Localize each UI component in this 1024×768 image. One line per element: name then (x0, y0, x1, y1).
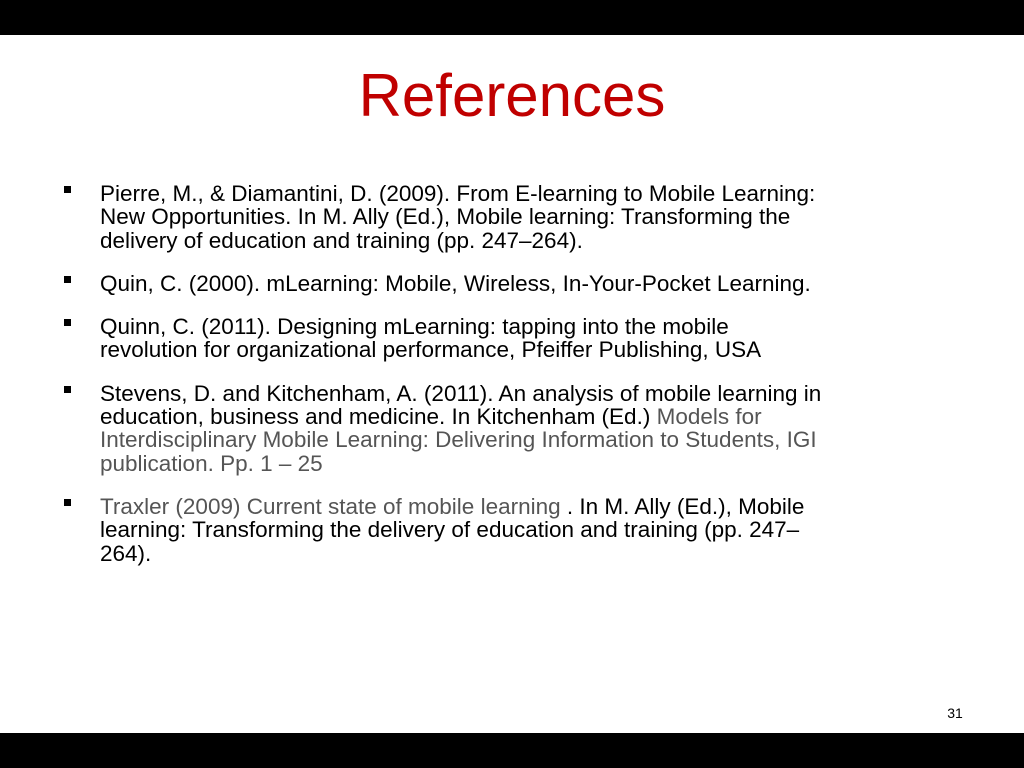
square-bullet-icon (64, 386, 71, 393)
reference-text: Quin, C. (2000). mLearning: Mobile, Wireless, In-Your-Pocket Learning. (100, 270, 811, 296)
square-bullet-icon (64, 499, 71, 506)
square-bullet-icon (64, 319, 71, 326)
reference-text: Pierre, M., & Diamantini, D. (2009). From E-learning to Mobile Learning: New Opportunities. In M. Ally (Ed.), Mobile learning: Transforming the delivery of education and training (pp. 247–264). (100, 181, 816, 253)
reference-item (62, 495, 822, 565)
top-black-bar (0, 0, 1024, 35)
slide-title: References (358, 62, 666, 129)
reference-item (62, 315, 822, 362)
reference-text-linked: Traxler (2009) Current state of mobile learning (100, 493, 561, 519)
reference-text: Quinn, C. (2011). Designing mLearning: tapping into the mobile revolution for organizational performance, Pfeiffer Publishing, USA (100, 314, 762, 363)
bottom-black-bar (0, 733, 1024, 768)
square-bullet-icon (64, 186, 71, 193)
reference-item (62, 272, 822, 295)
square-bullet-icon (64, 276, 71, 283)
reference-text-linked: Models for Interdisciplinary Mobile Learning: Delivering Information to Students, IGI publication. Pp. 1 – 25 (100, 404, 817, 476)
reference-text: Stevens, D. and Kitchenham, A. (2011). An analysis of mobile learning in education, business and medicine. In Kitchenham (Ed.) (100, 380, 822, 430)
reference-item (62, 382, 822, 475)
references-list (62, 182, 822, 565)
reference-item (62, 182, 822, 252)
reference-text: . In M. Ally (Ed.), Mobile learning: Transforming the delivery of education and training (pp. 247–264). (100, 493, 805, 566)
page-number: 31 (947, 705, 963, 721)
